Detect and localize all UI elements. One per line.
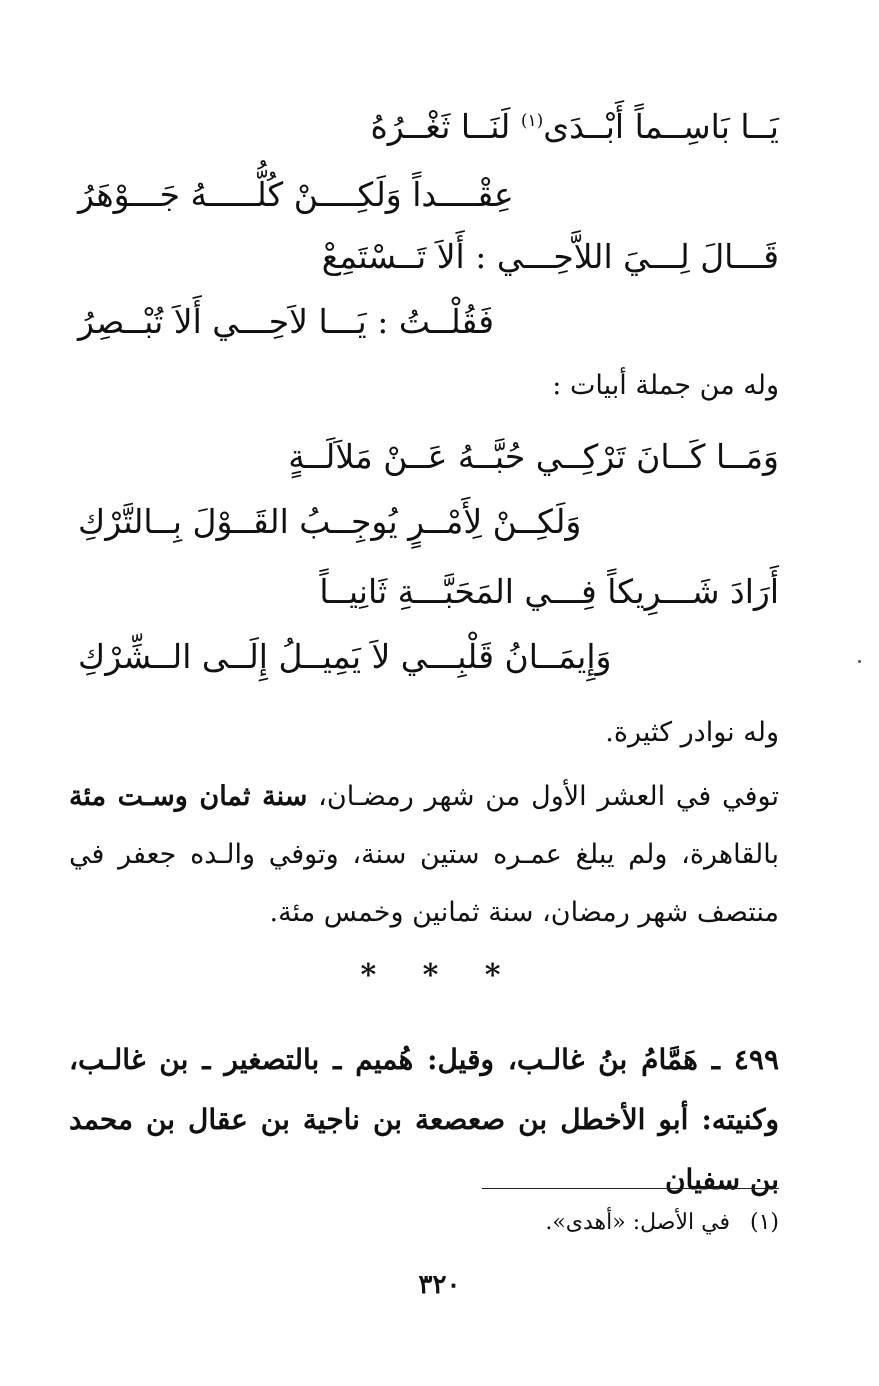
poem1-line-4: فَقُلْــتُ : يَـــا لاَحِـــي أَلاَ تُبْــصِرُ (78, 302, 494, 341)
scan-speck (858, 660, 861, 663)
death-paragraph (69, 768, 779, 942)
poem2-line-3: أَرَادَ شَـــرِيكاً فِـــي المَحَبَّـــةِ ثَانِيــاً (319, 572, 779, 611)
death-start: توفي في العشر الأول من شهر رمضـان، (318, 781, 779, 812)
death-rest: بالقاهرة، ولم يبلغ عمـره ستين سنة، وتوفي والـده جعفر في منتصف شهر رمضان، سنة ثمانين وخمس مئة. (69, 839, 779, 928)
poem1-line-1-head: يَــا بَاسِــماً أَبْــدَى (543, 107, 779, 146)
poem1-line-1 (370, 107, 779, 146)
poem2-line-1: وَمَــا كَــانَ تَرْكِــي حُبَّــهُ عَــنْ مَلاَلَــةٍ (288, 437, 779, 476)
poem1-line-3: قَـــالَ لِـــيَ اللاَّحِـــي : أَلاَ تَــسْتَمِعْ (321, 237, 779, 276)
footnote (545, 1210, 779, 1235)
death-emphasis: سنة ثمان وسـت مئة (69, 781, 308, 812)
footnote-reference: (١) (520, 111, 544, 131)
footnote-divider (482, 1188, 779, 1189)
poem1-line-2: عِقْــــداً وَلَكِــــنْ كُلُّـــــهُ جَـــوْهَرُ (78, 175, 514, 214)
poem2-line-4: وَإِيمَــانُ قَلْبِـــي لاَ يَمِيــلُ إِلَــى الــشِّرْكِ (78, 637, 612, 676)
poem1-line-1-tail: لَنَــا ثَغْــرُهُ (370, 107, 511, 146)
page-number: ٣٢٠ (418, 1270, 461, 1300)
biography-entry: ٤٩٩ ـ هَمَّامُ بنُ غالـب، وقيل: هُميم ـ بالتصغير ـ بن غالـب، وكنيته: أبو الأخطل بن صعصعة بن ناجية بن عقال بن محمد بن سفيان (69, 1043, 779, 1196)
poem2-intro: وله من جملة أبيات : (552, 370, 779, 401)
note-text: وله نوادر كثيرة. (605, 717, 779, 748)
footnote-number: (١) (749, 1210, 779, 1235)
footnote-text: في الأصل: «أهدى». (545, 1210, 730, 1235)
section-separator: * * * (360, 958, 519, 993)
poem2-line-2: وَلَكِــنْ لِأَمْــرٍ يُوجِــبُ القَــوْلَ بِــالتَّرْكِ (78, 502, 582, 541)
